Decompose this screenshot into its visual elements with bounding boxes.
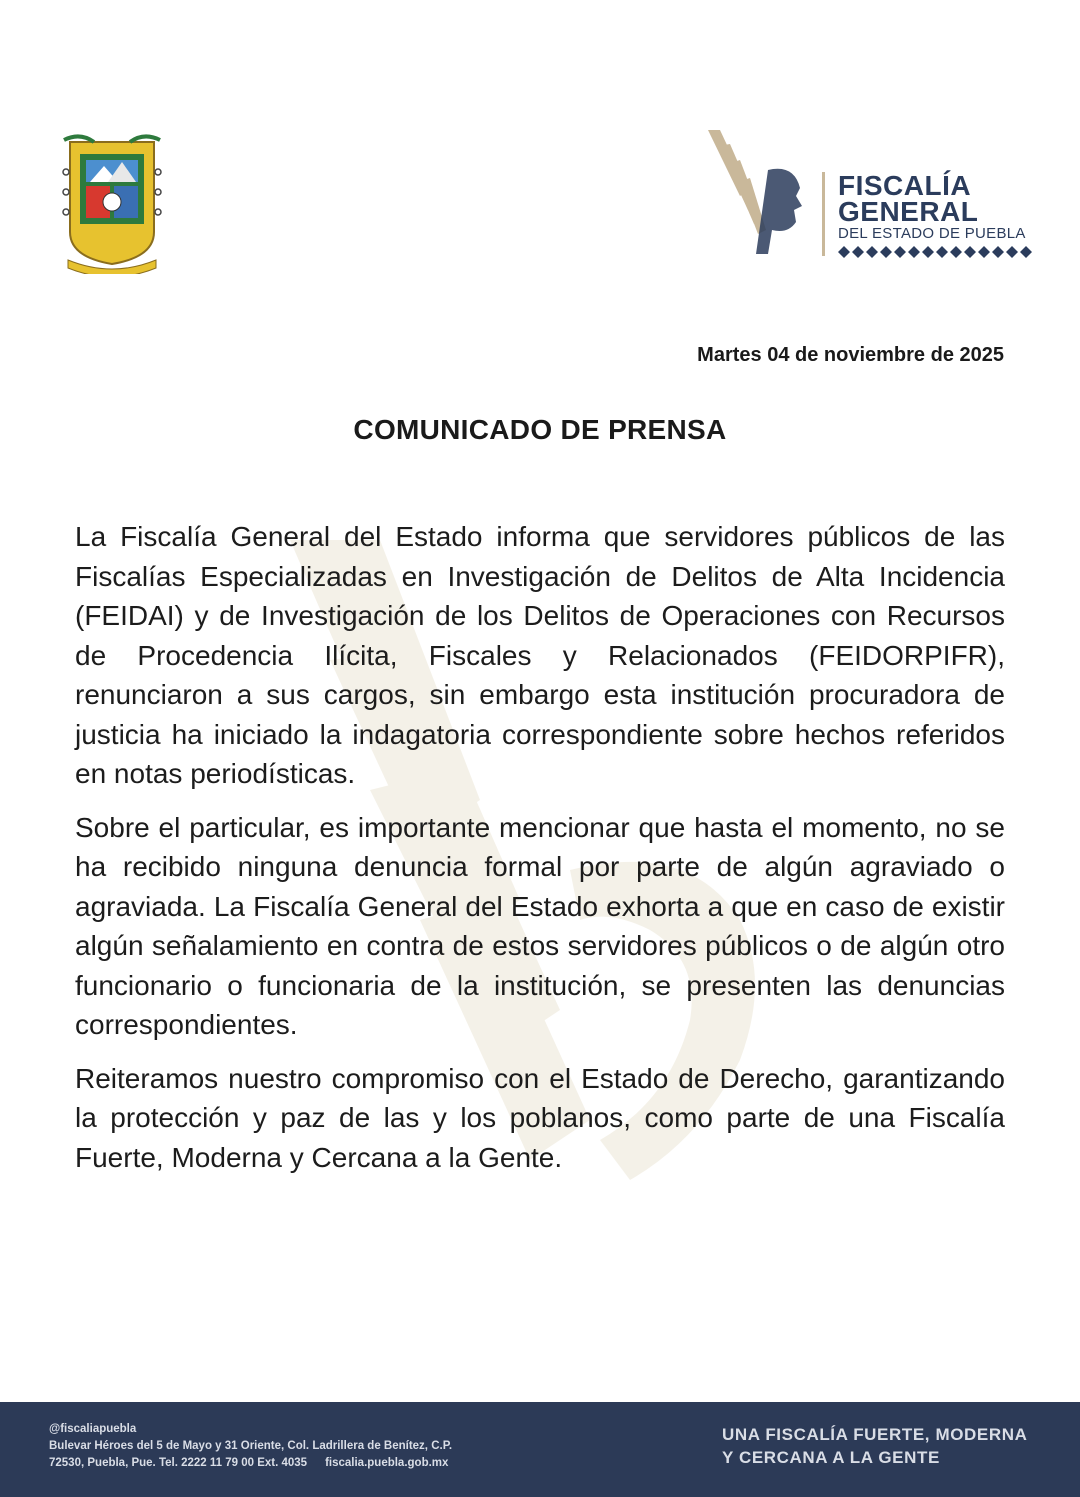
brand-pattern-icon: [838, 246, 1040, 258]
body-paragraph: La Fiscalía General del Estado informa que servidores públicos de las Fiscalías Especializadas en Investigación de Delitos de Alta Incidencia (FEIDAI) y de Investigación de los Delitos de Operaciones con Recursos de Procedencia Ilícita, Fiscales y Relacionados (FEIDORPIFR), renunciaron a sus cargos, sin embargo esta institución procuradora de justicia ha iniciado la indagatoria correspondiente sobre hechos referidos en notas periodísticas.: [75, 521, 1005, 789]
body-paragraph: Sobre el particular, es importante mencionar que hasta el momento, no se ha recibido ninguna denuncia formal por parte de algún agraviado o agraviada. La Fiscalía General del Estado exhorta a que en caso de existir algún señalamiento en contra de estos servidores públicos o de algún otro funcionario o funcionaria de la institución, se presenten las denuncias correspondientes.: [75, 811, 1005, 1040]
body-paragraph: Reiteramos nuestro compromiso con el Estado de Derecho, garantizando la protección y paz de las y los poblanos, como parte de una Fiscalía Fuerte, Moderna y Cercana a la Gente.: [75, 1062, 1005, 1173]
brand-title-line1: FISCALÍA: [838, 170, 972, 201]
brand-divider: [822, 172, 825, 256]
slogan-line2: Y CERCANA A LA GENTE: [722, 1448, 940, 1467]
footer-address-line1: Bulevar Héroes del 5 de Mayo y 31 Oriente, Col. Ladrillera de Benítez, C.P.: [49, 1440, 453, 1452]
document-body: [75, 517, 1005, 1191]
footer-bar: [0, 1402, 1080, 1497]
social-handle: @fiscaliapuebla: [49, 1423, 137, 1435]
footer-slogan: [722, 1423, 1027, 1469]
fiscalia-brand-logo: [708, 130, 1048, 260]
footer-contact: [49, 1421, 452, 1472]
document-title: COMUNICADO DE PRENSA: [353, 414, 727, 445]
brand-title-line2: GENERAL: [838, 196, 979, 227]
footer-address-line2: [49, 1455, 452, 1472]
brand-subtitle: DEL ESTADO DE PUEBLA: [838, 225, 1026, 242]
state-seal-icon: [60, 132, 164, 274]
footer-website: fiscalia.puebla.gob.mx: [325, 1457, 449, 1469]
fiscalia-emblem-icon: [708, 130, 808, 256]
document-date: Martes 04 de noviembre de 2025: [697, 344, 1004, 366]
footer-address-phone: 72530, Puebla, Pue. Tel. 2222 11 79 00 Ext. 4035: [49, 1457, 308, 1469]
slogan-line1: UNA FISCALÍA FUERTE, MODERNA: [722, 1425, 1028, 1444]
